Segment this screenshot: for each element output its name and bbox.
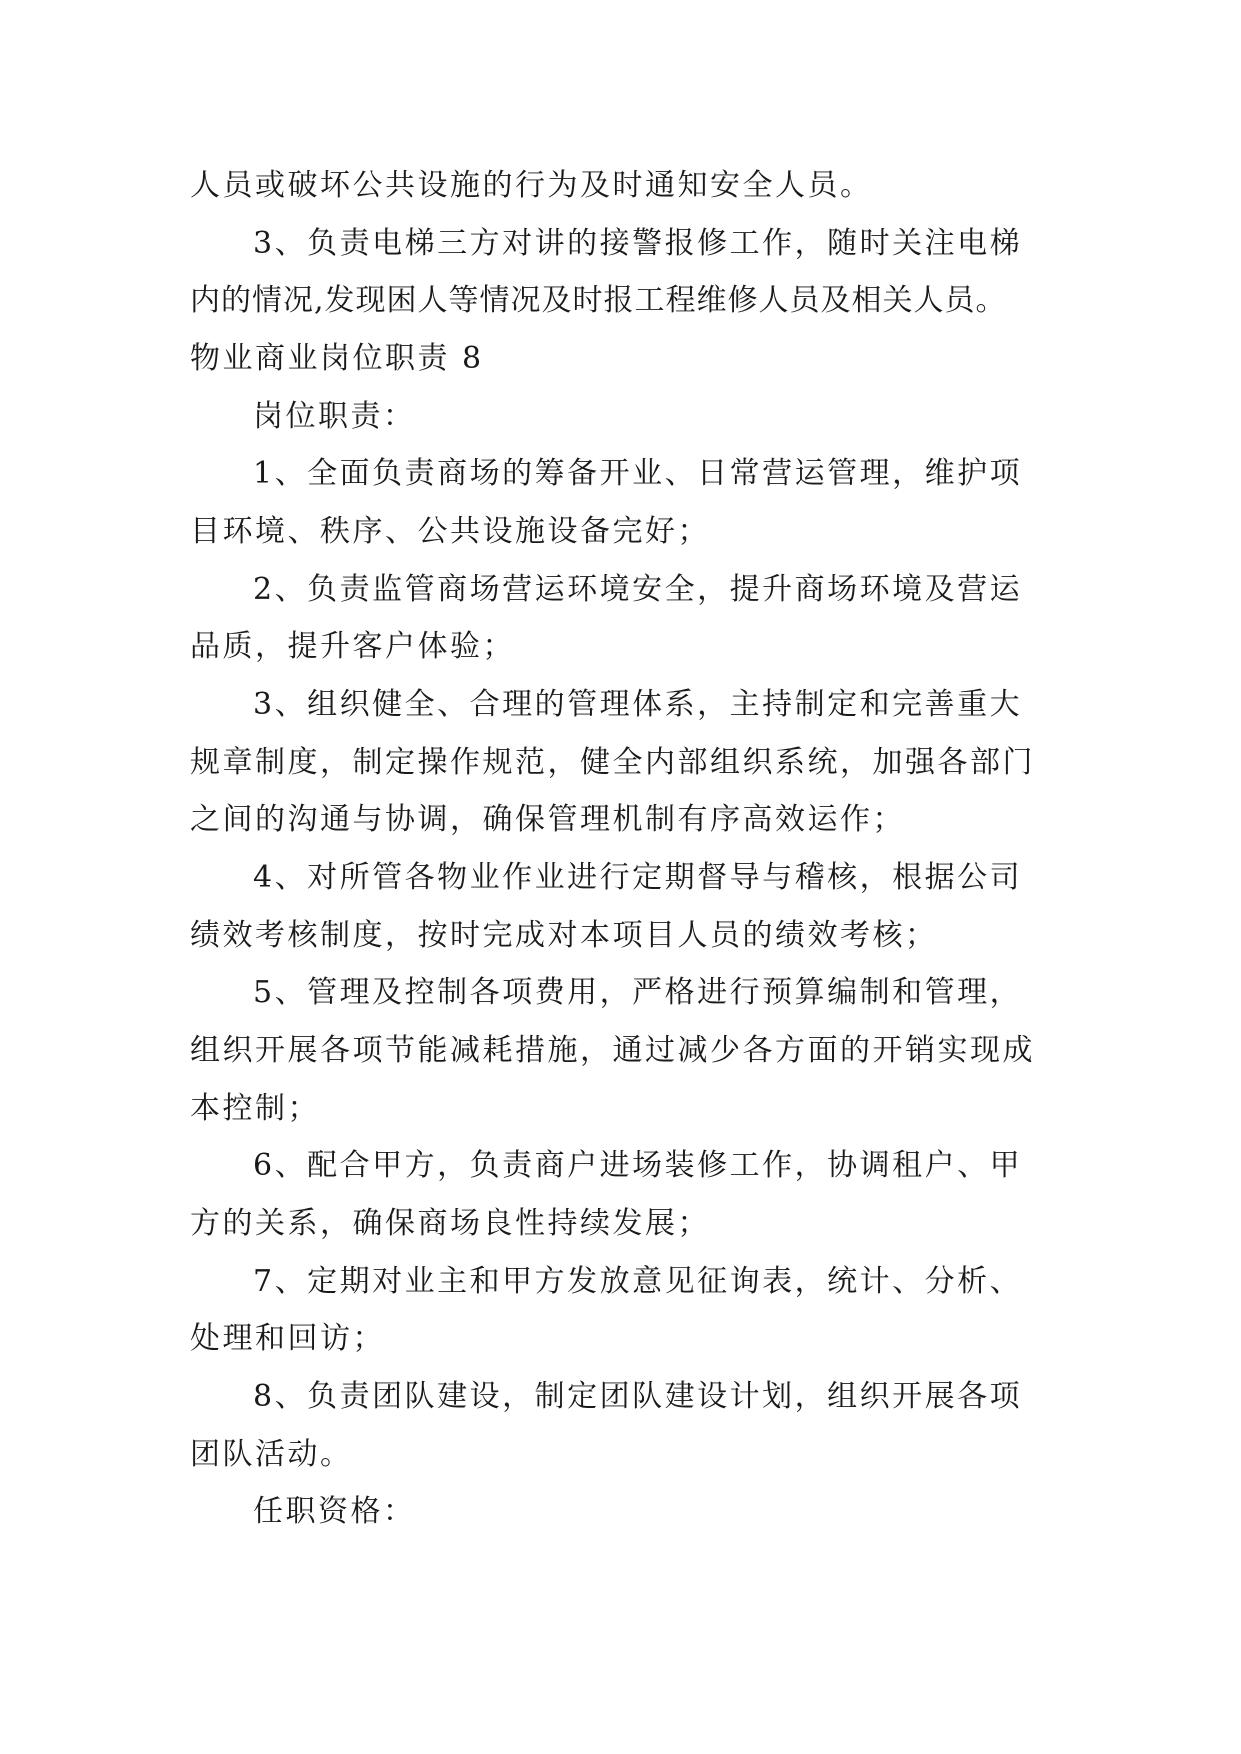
- text-line: 目环境、秩序、公共设施设备完好；: [190, 514, 710, 549]
- text-line: 2、负责监管商场营运环境安全，提升商场环境及营运: [253, 572, 1023, 607]
- text-line: 品质，提升客户体验；: [190, 629, 515, 664]
- text-line: 绩效考核制度，按时完成对本项目人员的绩效考核；: [190, 918, 938, 953]
- text-line: 1、全面负责商场的筹备开业、日常营运管理，维护项: [253, 456, 1023, 491]
- subheading: 任职资格：: [253, 1494, 416, 1529]
- section-title: 物业商业岗位职责 8: [190, 341, 484, 376]
- text-line: 规章制度，制定操作规范，健全内部组织系统，加强各部门: [190, 745, 1035, 780]
- text-line: 3、组织健全、合理的管理体系，主持制定和完善重大: [253, 687, 1023, 722]
- text-line: 5、管理及控制各项费用，严格进行预算编制和管理，: [253, 975, 1023, 1010]
- text-line: 之间的沟通与协调，确保管理机制有序高效运作；: [190, 802, 905, 837]
- text-line: 内的情况,发现困人等情况及时报工程维修人员及相关人员。: [190, 283, 1007, 318]
- text-line: 方的关系，确保商场良性持续发展；: [190, 1206, 710, 1241]
- text-line: 4、对所管各物业作业进行定期督导与稽核，根据公司: [253, 860, 1023, 895]
- text-line: 组织开展各项节能减耗措施，通过减少各方面的开销实现成: [190, 1033, 1035, 1068]
- text-line: 7、定期对业主和甲方发放意见征询表，统计、分析、: [253, 1264, 1023, 1299]
- text-line: 处理和回访；: [190, 1321, 385, 1356]
- text-line: 人员或破坏公共设施的行为及时通知安全人员。: [190, 168, 873, 203]
- text-line: 本控制；: [190, 1091, 320, 1126]
- text-line: 8、负责团队建设，制定团队建设计划，组织开展各项: [253, 1379, 1023, 1414]
- subheading: 岗位职责：: [253, 399, 416, 434]
- text-line: 团队活动。: [190, 1437, 353, 1472]
- text-line: 6、配合甲方，负责商户进场装修工作，协调租户、甲: [253, 1148, 1023, 1183]
- text-line: 3、负责电梯三方对讲的接警报修工作，随时关注电梯: [253, 226, 1023, 261]
